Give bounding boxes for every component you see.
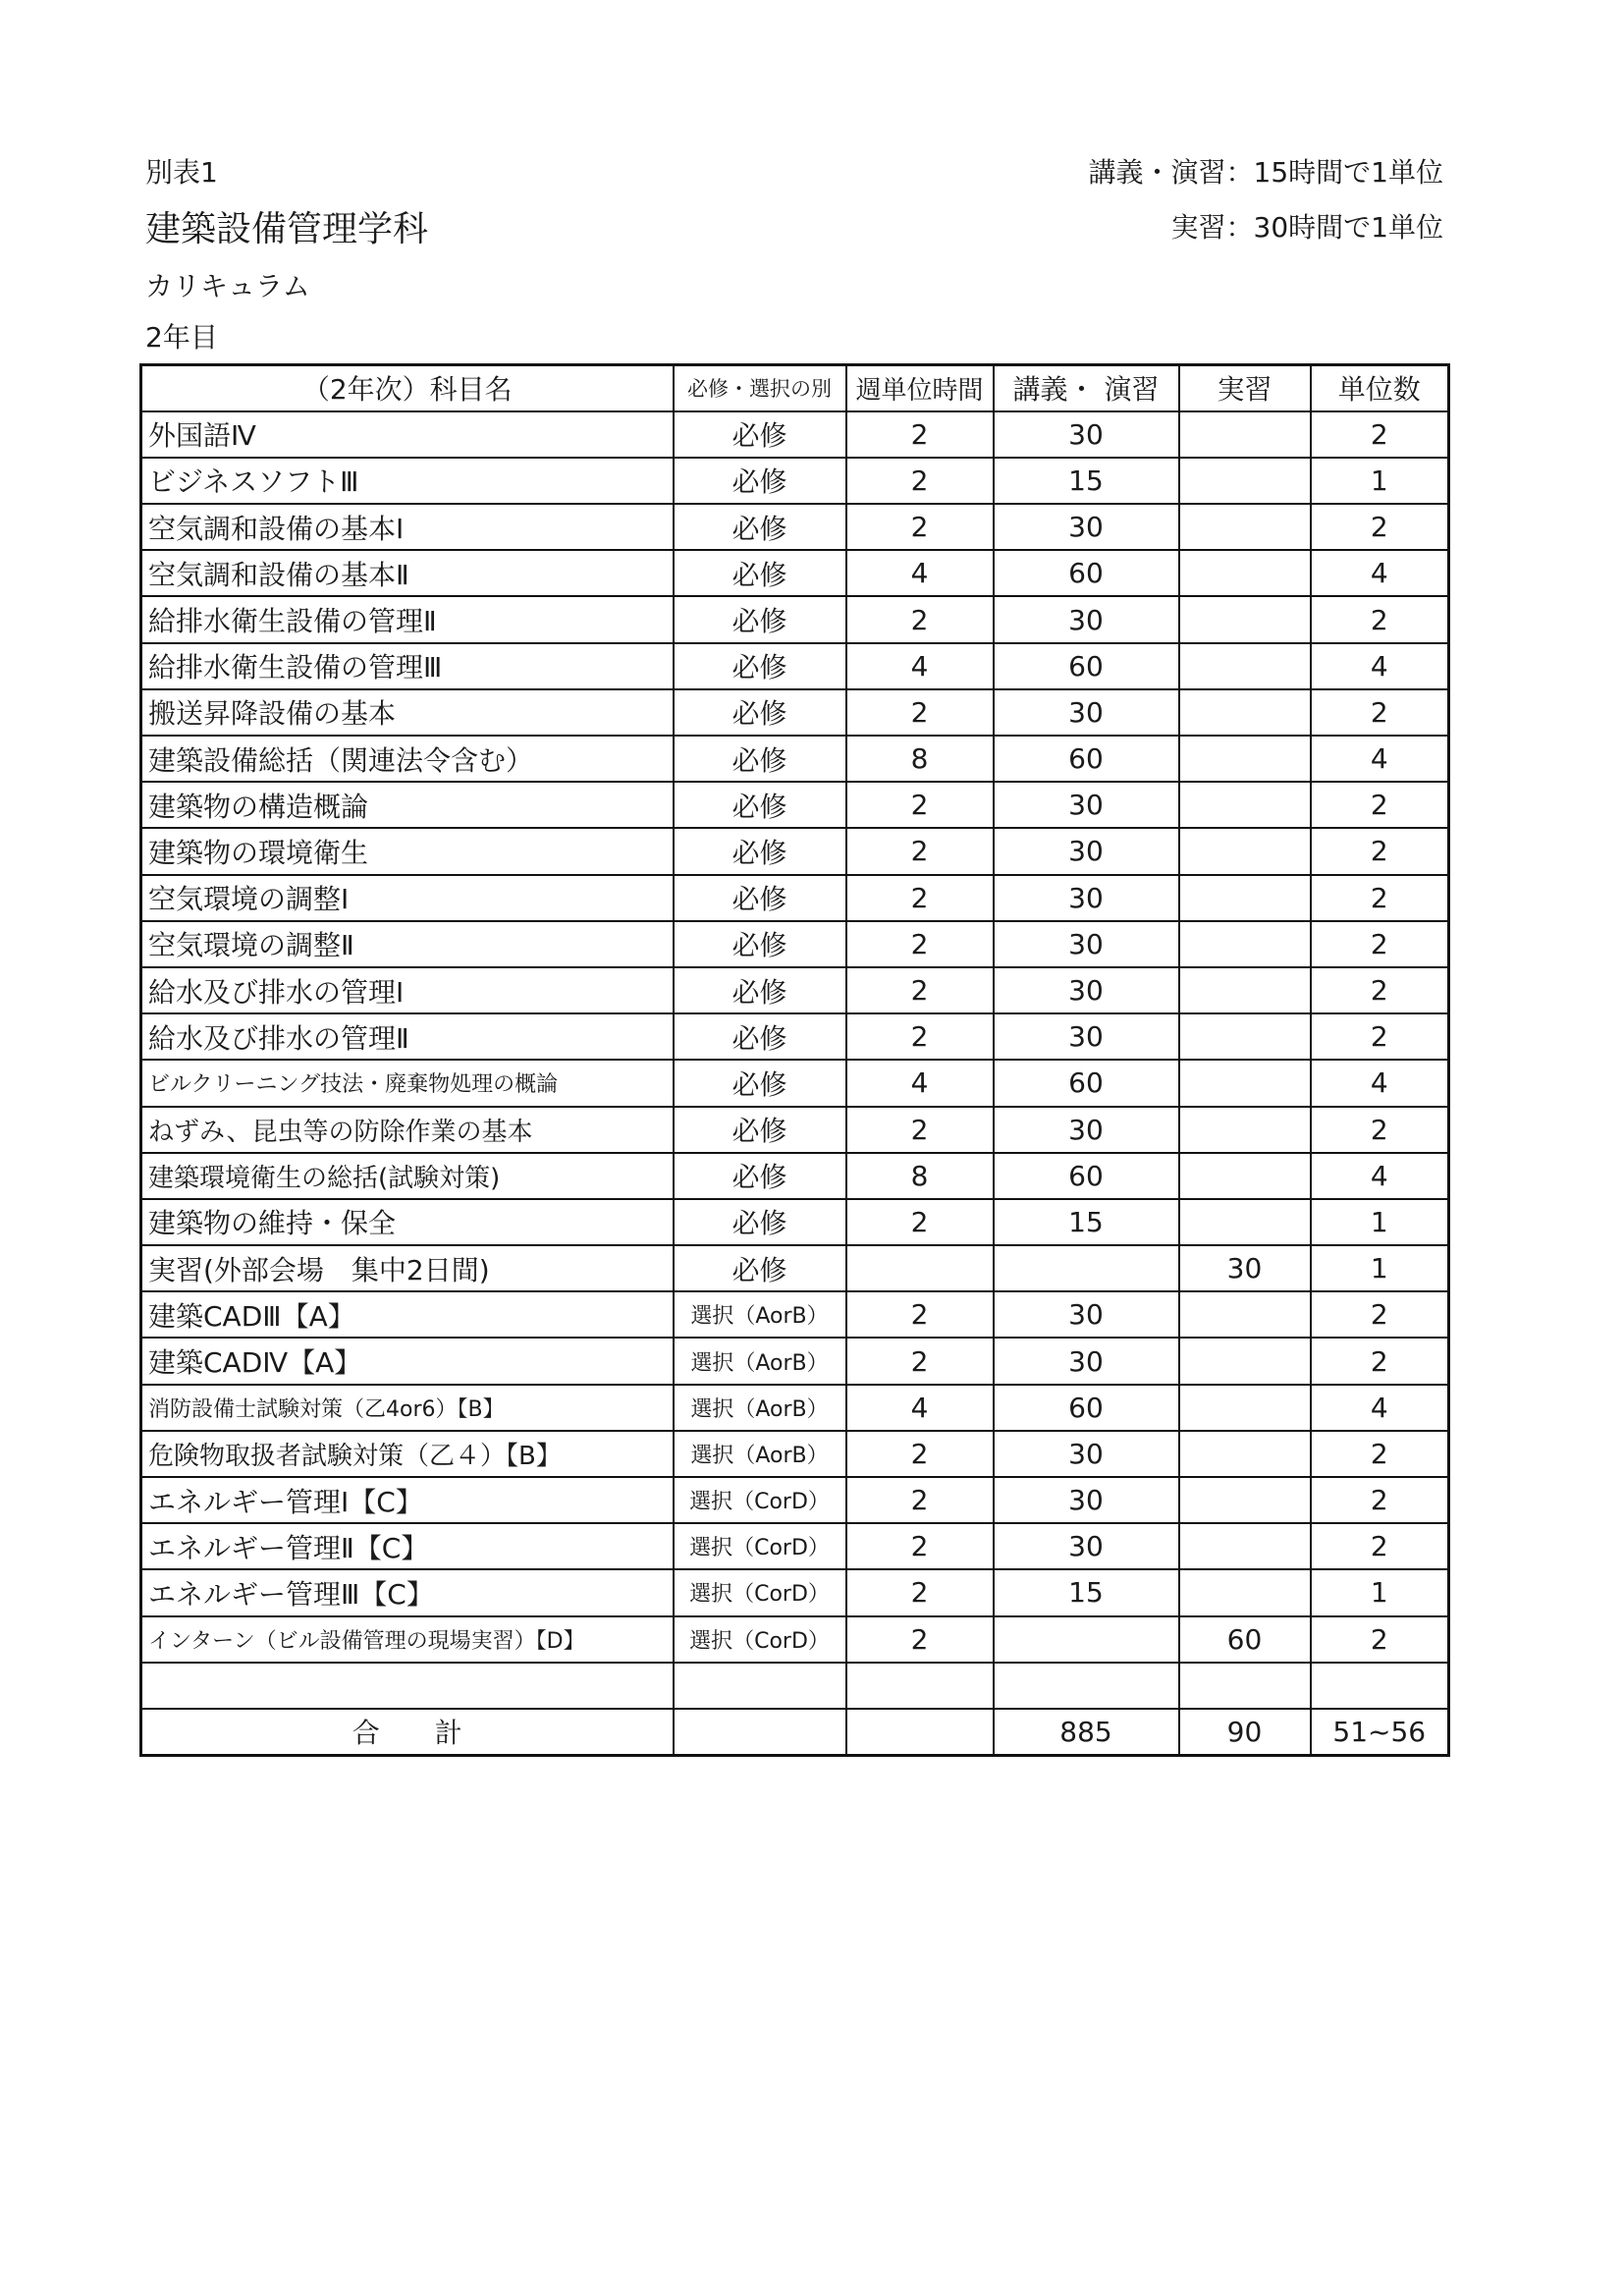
table-row — [141, 828, 1449, 874]
table-row — [141, 1245, 1449, 1291]
table-row — [141, 689, 1449, 736]
weekly-hours-cell: 2 — [846, 1477, 994, 1523]
total-weekly — [846, 1709, 994, 1755]
required-type-cell: 必修 — [674, 550, 846, 596]
lecture-hours-cell — [994, 1616, 1179, 1663]
credits-cell: 1 — [1311, 1245, 1449, 1291]
table-row — [141, 596, 1449, 642]
credits-cell: 2 — [1311, 1616, 1449, 1663]
credits-cell: 4 — [1311, 1060, 1449, 1106]
table-row — [141, 782, 1449, 828]
weekly-hours-cell: 2 — [846, 1431, 994, 1477]
curriculum-table — [139, 363, 1450, 1757]
subject-name-cell: エネルギー管理Ⅲ【C】 — [141, 1569, 674, 1615]
required-type-cell: 必修 — [674, 782, 846, 828]
subject-name-cell: 危険物取扱者試験対策（乙４）【B】 — [141, 1431, 674, 1477]
total-credits: 51~56 — [1311, 1709, 1449, 1755]
practice-hours-cell — [1179, 1431, 1311, 1477]
weekly-hours-cell: 4 — [846, 643, 994, 689]
required-type-cell: 必修 — [674, 1245, 846, 1291]
credits-cell: 2 — [1311, 1107, 1449, 1153]
required-type-cell: 必修 — [674, 1199, 846, 1245]
required-type-cell: 必修 — [674, 921, 846, 967]
credits-cell: 4 — [1311, 1385, 1449, 1431]
lecture-hours-cell: 30 — [994, 782, 1179, 828]
practice-hours-cell — [1179, 1291, 1311, 1338]
practice-hours-cell — [1179, 596, 1311, 642]
table-row — [141, 1338, 1449, 1384]
credits-cell: 4 — [1311, 550, 1449, 596]
practice-hours-cell: 60 — [1179, 1616, 1311, 1663]
lecture-hours-cell: 60 — [994, 1385, 1179, 1431]
credits-cell: 4 — [1311, 736, 1449, 782]
lecture-hours-cell: 30 — [994, 1477, 1179, 1523]
appendix-label: 別表1 — [145, 156, 218, 189]
subject-name-cell: 給水及び排水の管理Ⅰ — [141, 967, 674, 1013]
weekly-hours-cell: 2 — [846, 1199, 994, 1245]
curriculum-label: カリキュラム — [145, 270, 310, 302]
lecture-credit-note: 講義・演習：15時間で1単位 — [1088, 156, 1443, 189]
table-row — [141, 1060, 1449, 1106]
subject-name-cell: 給排水衛生設備の管理Ⅲ — [141, 643, 674, 689]
practice-hours-cell — [1179, 504, 1311, 550]
required-type-cell: 選択（AorB） — [674, 1338, 846, 1384]
required-type-cell — [674, 1663, 846, 1709]
weekly-hours-cell: 4 — [846, 1385, 994, 1431]
table-row — [141, 1616, 1449, 1663]
lecture-hours-cell: 30 — [994, 967, 1179, 1013]
lecture-hours-cell: 30 — [994, 1291, 1179, 1338]
subject-name-cell: ビルクリーニング技法・廃棄物処理の概論 — [141, 1060, 674, 1106]
lecture-hours-cell: 30 — [994, 1107, 1179, 1153]
required-type-cell: 必修 — [674, 458, 846, 504]
subject-name-cell: 建築CADⅣ【A】 — [141, 1338, 674, 1384]
credits-cell: 2 — [1311, 1431, 1449, 1477]
practice-hours-cell — [1179, 828, 1311, 874]
subject-name-cell: エネルギー管理Ⅰ【C】 — [141, 1477, 674, 1523]
credits-cell: 2 — [1311, 411, 1449, 458]
credits-cell: 2 — [1311, 1523, 1449, 1569]
lecture-hours-cell: 60 — [994, 1153, 1179, 1199]
table-row — [141, 504, 1449, 550]
lecture-hours-cell: 15 — [994, 1199, 1179, 1245]
table-row — [141, 921, 1449, 967]
weekly-hours-cell: 2 — [846, 1616, 994, 1663]
required-type-cell: 必修 — [674, 504, 846, 550]
lecture-hours-cell: 30 — [994, 411, 1179, 458]
subject-name-cell — [141, 1663, 674, 1709]
table-row — [141, 458, 1449, 504]
subject-name-cell: 建築物の維持・保全 — [141, 1199, 674, 1245]
practice-hours-cell — [1179, 411, 1311, 458]
lecture-hours-cell: 30 — [994, 1338, 1179, 1384]
table-row — [141, 967, 1449, 1013]
credits-cell: 2 — [1311, 875, 1449, 921]
practice-hours-cell — [1179, 921, 1311, 967]
subject-name-cell: 搬送昇降設備の基本 — [141, 689, 674, 736]
subject-name-cell: 消防設備士試験対策（乙4or6）【B】 — [141, 1385, 674, 1431]
credits-cell: 2 — [1311, 689, 1449, 736]
table-row — [141, 1523, 1449, 1569]
required-type-cell: 選択（AorB） — [674, 1385, 846, 1431]
col-header-name: （2年次）科目名 — [141, 365, 674, 411]
subject-name-cell: 建築物の構造概論 — [141, 782, 674, 828]
weekly-hours-cell: 2 — [846, 921, 994, 967]
subject-name-cell: 空気環境の調整Ⅰ — [141, 875, 674, 921]
subject-name-cell: 建築物の環境衛生 — [141, 828, 674, 874]
weekly-hours-cell: 2 — [846, 1013, 994, 1060]
credits-cell: 1 — [1311, 458, 1449, 504]
table-row — [141, 736, 1449, 782]
required-type-cell: 選択（AorB） — [674, 1291, 846, 1338]
credits-cell: 1 — [1311, 1569, 1449, 1615]
weekly-hours-cell: 2 — [846, 1107, 994, 1153]
practice-hours-cell — [1179, 643, 1311, 689]
table-row — [141, 1107, 1449, 1153]
lecture-hours-cell: 30 — [994, 1013, 1179, 1060]
required-type-cell: 必修 — [674, 689, 846, 736]
weekly-hours-cell: 2 — [846, 504, 994, 550]
total-row — [141, 1709, 1449, 1755]
subject-name-cell: エネルギー管理Ⅱ【C】 — [141, 1523, 674, 1569]
weekly-hours-cell: 8 — [846, 1153, 994, 1199]
practice-hours-cell — [1179, 1153, 1311, 1199]
weekly-hours-cell: 2 — [846, 1523, 994, 1569]
table-row — [141, 1569, 1449, 1615]
lecture-hours-cell: 60 — [994, 736, 1179, 782]
table-row — [141, 1385, 1449, 1431]
required-type-cell: 必修 — [674, 1060, 846, 1106]
practice-hours-cell — [1179, 458, 1311, 504]
lecture-hours-cell — [994, 1663, 1179, 1709]
credits-cell: 4 — [1311, 643, 1449, 689]
table-row — [141, 1431, 1449, 1477]
subject-name-cell: 建築CADⅢ【A】 — [141, 1291, 674, 1338]
required-type-cell: 必修 — [674, 1153, 846, 1199]
subject-name-cell: 実習(外部会場 集中2日間) — [141, 1245, 674, 1291]
practice-hours-cell — [1179, 1663, 1311, 1709]
year-label: 2年目 — [145, 321, 218, 354]
required-type-cell: 必修 — [674, 1107, 846, 1153]
required-type-cell: 選択（CorD） — [674, 1616, 846, 1663]
table-row — [141, 1199, 1449, 1245]
required-type-cell: 必修 — [674, 411, 846, 458]
subject-name-cell: 建築設備総括（関連法令含む） — [141, 736, 674, 782]
table-row — [141, 1477, 1449, 1523]
lecture-hours-cell: 30 — [994, 1523, 1179, 1569]
table-row — [141, 1291, 1449, 1338]
page-title: 建築設備管理学科 — [145, 209, 429, 249]
required-type-cell: 必修 — [674, 596, 846, 642]
practice-hours-cell: 30 — [1179, 1245, 1311, 1291]
table-header-row — [141, 365, 1449, 411]
table-row — [141, 550, 1449, 596]
weekly-hours-cell: 2 — [846, 458, 994, 504]
col-header-weekly: 週単位時間 — [846, 365, 994, 411]
credits-cell: 1 — [1311, 1199, 1449, 1245]
weekly-hours-cell: 2 — [846, 967, 994, 1013]
total-required — [674, 1709, 846, 1755]
credits-cell: 2 — [1311, 1291, 1449, 1338]
practice-hours-cell — [1179, 736, 1311, 782]
table-row — [141, 1013, 1449, 1060]
required-type-cell: 必修 — [674, 643, 846, 689]
credits-cell: 4 — [1311, 1153, 1449, 1199]
weekly-hours-cell — [846, 1245, 994, 1291]
lecture-hours-cell: 30 — [994, 596, 1179, 642]
practice-hours-cell — [1179, 967, 1311, 1013]
weekly-hours-cell: 2 — [846, 828, 994, 874]
practice-hours-cell — [1179, 875, 1311, 921]
table-row — [141, 1663, 1449, 1709]
credits-cell: 2 — [1311, 921, 1449, 967]
table-row — [141, 1153, 1449, 1199]
table-row — [141, 411, 1449, 458]
practice-hours-cell — [1179, 1477, 1311, 1523]
practice-hours-cell — [1179, 782, 1311, 828]
weekly-hours-cell: 2 — [846, 411, 994, 458]
weekly-hours-cell: 8 — [846, 736, 994, 782]
subject-name-cell: ねずみ、昆虫等の防除作業の基本 — [141, 1107, 674, 1153]
col-header-credits: 単位数 — [1311, 365, 1449, 411]
col-header-practice: 実習 — [1179, 365, 1311, 411]
total-practice: 90 — [1179, 1709, 1311, 1755]
practice-hours-cell — [1179, 689, 1311, 736]
practice-hours-cell — [1179, 1107, 1311, 1153]
required-type-cell: 必修 — [674, 736, 846, 782]
practice-hours-cell — [1179, 1199, 1311, 1245]
weekly-hours-cell: 2 — [846, 596, 994, 642]
subject-name-cell: 空気調和設備の基本Ⅰ — [141, 504, 674, 550]
lecture-hours-cell: 15 — [994, 1569, 1179, 1615]
credits-cell: 2 — [1311, 1338, 1449, 1384]
required-type-cell: 必修 — [674, 828, 846, 874]
credits-cell: 2 — [1311, 1477, 1449, 1523]
practice-hours-cell — [1179, 550, 1311, 596]
practice-credit-note: 実習：30時間で1単位 — [1170, 211, 1443, 244]
total-label: 合 計 — [141, 1709, 674, 1755]
credits-cell: 2 — [1311, 828, 1449, 874]
credits-cell: 2 — [1311, 967, 1449, 1013]
lecture-hours-cell: 60 — [994, 550, 1179, 596]
practice-hours-cell — [1179, 1338, 1311, 1384]
subject-name-cell: 空気調和設備の基本Ⅱ — [141, 550, 674, 596]
practice-hours-cell — [1179, 1569, 1311, 1615]
table-row — [141, 875, 1449, 921]
lecture-hours-cell: 30 — [994, 504, 1179, 550]
lecture-hours-cell: 15 — [994, 458, 1179, 504]
weekly-hours-cell: 2 — [846, 782, 994, 828]
lecture-hours-cell: 30 — [994, 689, 1179, 736]
subject-name-cell: 給水及び排水の管理Ⅱ — [141, 1013, 674, 1060]
weekly-hours-cell: 2 — [846, 1291, 994, 1338]
lecture-hours-cell: 60 — [994, 1060, 1179, 1106]
subject-name-cell: 給排水衛生設備の管理Ⅱ — [141, 596, 674, 642]
col-header-required: 必修・選択の別 — [674, 365, 846, 411]
credits-cell — [1311, 1663, 1449, 1709]
required-type-cell: 選択（AorB） — [674, 1431, 846, 1477]
required-type-cell: 必修 — [674, 875, 846, 921]
credits-cell: 2 — [1311, 596, 1449, 642]
required-type-cell: 選択（CorD） — [674, 1477, 846, 1523]
subject-name-cell: インターン（ビル設備管理の現場実習）【D】 — [141, 1616, 674, 1663]
credits-cell: 2 — [1311, 1013, 1449, 1060]
subject-name-cell: 空気環境の調整Ⅱ — [141, 921, 674, 967]
lecture-hours-cell: 30 — [994, 1431, 1179, 1477]
lecture-hours-cell: 60 — [994, 643, 1179, 689]
weekly-hours-cell: 2 — [846, 1569, 994, 1615]
required-type-cell: 選択（CorD） — [674, 1569, 846, 1615]
lecture-hours-cell: 30 — [994, 828, 1179, 874]
subject-name-cell: ビジネスソフトⅢ — [141, 458, 674, 504]
required-type-cell: 選択（CorD） — [674, 1523, 846, 1569]
weekly-hours-cell: 2 — [846, 689, 994, 736]
weekly-hours-cell: 2 — [846, 1338, 994, 1384]
lecture-hours-cell: 30 — [994, 875, 1179, 921]
practice-hours-cell — [1179, 1013, 1311, 1060]
weekly-hours-cell: 2 — [846, 875, 994, 921]
weekly-hours-cell: 4 — [846, 550, 994, 596]
subject-name-cell: 外国語Ⅳ — [141, 411, 674, 458]
credits-cell: 2 — [1311, 782, 1449, 828]
lecture-hours-cell — [994, 1245, 1179, 1291]
weekly-hours-cell — [846, 1663, 994, 1709]
credits-cell: 2 — [1311, 504, 1449, 550]
subject-name-cell: 建築環境衛生の総括(試験対策) — [141, 1153, 674, 1199]
total-lecture: 885 — [994, 1709, 1179, 1755]
weekly-hours-cell: 4 — [846, 1060, 994, 1106]
practice-hours-cell — [1179, 1523, 1311, 1569]
required-type-cell: 必修 — [674, 967, 846, 1013]
practice-hours-cell — [1179, 1060, 1311, 1106]
col-header-lecture: 講義・ 演習 — [994, 365, 1179, 411]
practice-hours-cell — [1179, 1385, 1311, 1431]
lecture-hours-cell: 30 — [994, 921, 1179, 967]
table-row — [141, 643, 1449, 689]
required-type-cell: 必修 — [674, 1013, 846, 1060]
